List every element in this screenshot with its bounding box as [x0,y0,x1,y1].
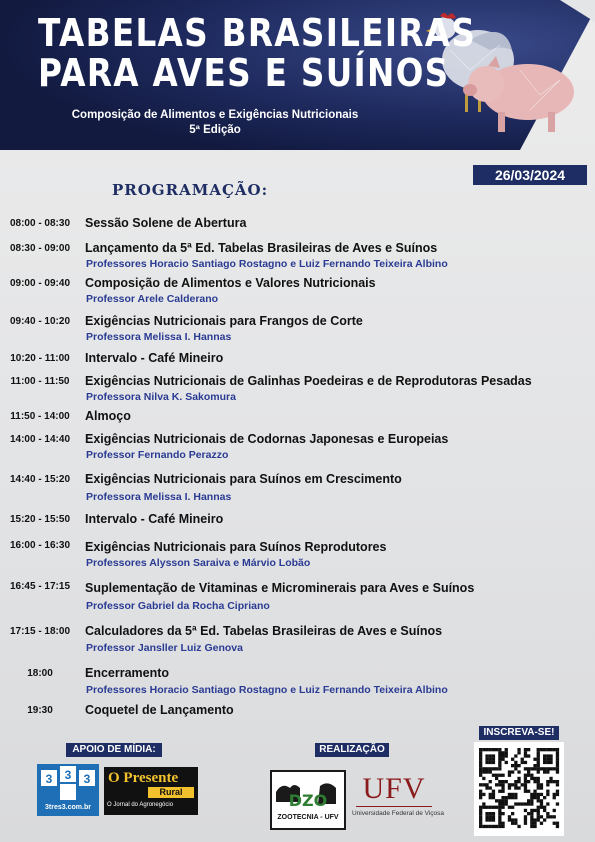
logo-ufv[interactable] [352,772,445,822]
schedule-title: Lançamento da 5ª Ed. Tabelas Brasileiras de Aves e Suínos [85,241,438,255]
ufv-caption: Universidade Federal de Viçosa [352,810,445,817]
media-support-label: APOIO DE MÍDIA: [66,743,162,757]
schedule-time: 09:00 - 09:40 [9,278,71,289]
schedule-speaker: Professor Arele Calderano [86,293,219,305]
schedule-title: Calculadores da 5ª Ed. Tabelas Brasileiras de Aves e Suínos [85,624,443,638]
schedule-title: Composição de Alimentos e Valores Nutricionais [85,276,376,290]
ufv-text: UFV [362,772,426,805]
dzo-animals-icon [272,772,344,812]
schedule-speaker: Professor Gabriel da Rocha Cipriano [86,600,270,612]
schedule-speaker: Professora Nilva K. Sakomura [86,391,236,403]
qr-code-icon [474,742,564,836]
schedule-time: 08:30 - 09:00 [9,243,71,254]
title-line-2: PARA AVES E SUÍNOS [38,51,450,95]
presente-line-2: Rural [148,787,194,798]
schedule-time: 09:40 - 10:20 [9,316,71,327]
schedule-time: 18:00 [27,668,53,679]
schedule-title: Exigências Nutricionais para Suínos em Crescimento [85,472,402,486]
signup-label: INSCREVA-SE! [479,726,559,740]
schedule-title: Suplementação de Vitaminas e Microminerais para Aves e Suínos [85,581,475,595]
schedule-time: 14:40 - 15:20 [9,474,71,485]
schedule-title: Intervalo - Café Mineiro [85,351,224,365]
schedule-speaker: Professora Melissa I. Hannas [86,491,232,503]
dzo-text-glyph: DZO [288,791,328,810]
schedule-time: 10:20 - 11:00 [10,353,70,364]
schedule-time: 14:00 - 14:40 [9,434,71,445]
presente-tagline: O Jornal do Agronegócio [107,802,174,808]
schedule-speaker: Professor Fernando Perazzo [86,449,229,461]
schedule-time: 08:00 - 08:30 [9,218,71,229]
title-line-1: TABELAS BRASILEIRAS [38,11,477,55]
logo-o-presente-rural[interactable] [104,767,198,815]
page-title [38,13,476,93]
schedule-title: Sessão Solene de Abertura [85,216,247,230]
signup-qr-code[interactable] [474,742,564,836]
presente-line-1: O Presente [108,770,179,786]
header-banner [0,0,595,150]
schedule-title: Exigências Nutricionais para Suínos Reprodutores [85,540,387,554]
schedule-title: Exigências Nutricionais para Frangos de Corte [85,314,363,328]
schedule-speaker: Professores Horacio Santiago Rostagno e Luiz Fernando Teixeira Albino [86,258,448,270]
subtitle-block [40,108,390,138]
schedule-title: Almoço [85,409,131,423]
ufv-divider [356,806,432,807]
schedule-speaker: Professora Melissa I. Hannas [86,331,232,343]
schedule-title: Exigências Nutricionais de Galinhas Poedeiras e de Reprodutoras Pesadas [85,374,532,388]
schedule-time: 16:00 - 16:30 [9,540,71,551]
schedule-time: 11:50 - 14:00 [10,411,70,422]
svg-text:3: 3 [64,768,72,782]
svg-text:3: 3 [83,772,91,786]
logo-dzo-zootecnia[interactable] [270,770,346,830]
svg-text:3: 3 [45,772,53,786]
schedule-time: 11:00 - 11:50 [10,376,70,387]
schedule-speaker: Professores Horacio Santiago Rostagno e Luiz Fernando Teixeira Albino [86,684,448,696]
schedule-title: Coquetel de Lançamento [85,703,234,717]
date-badge: 26/03/2024 [473,165,587,185]
schedule-title: Intervalo - Café Mineiro [85,512,224,526]
dzo-caption: ZOOTECNIA - UFV [277,814,339,821]
logo-3tres3[interactable] [37,764,99,816]
3tres3-url: 3tres3.com.br [45,804,91,811]
schedule-time: 17:15 - 18:00 [9,626,71,637]
schedule-time: 15:20 - 15:50 [9,514,71,525]
realization-label: REALIZAÇÃO [315,743,389,757]
3tres3-cubes-icon [37,764,99,804]
program-heading: PROGRAMAÇÃO: [112,181,269,199]
subtitle: Composição de Alimentos e Exigências Nutricionais [71,109,359,121]
edition: 5ª Edição [189,124,241,136]
schedule-title: Exigências Nutricionais de Codornas Japonesas e Europeias [85,432,449,446]
schedule-title: Encerramento [85,666,170,680]
schedule-speaker: Professor Jansller Luiz Genova [86,642,243,654]
schedule-time: 19:30 [27,705,53,716]
schedule-time: 16:45 - 17:15 [9,581,71,592]
schedule-speaker: Professores Alysson Saraiva e Márvio Lobão [86,557,311,569]
